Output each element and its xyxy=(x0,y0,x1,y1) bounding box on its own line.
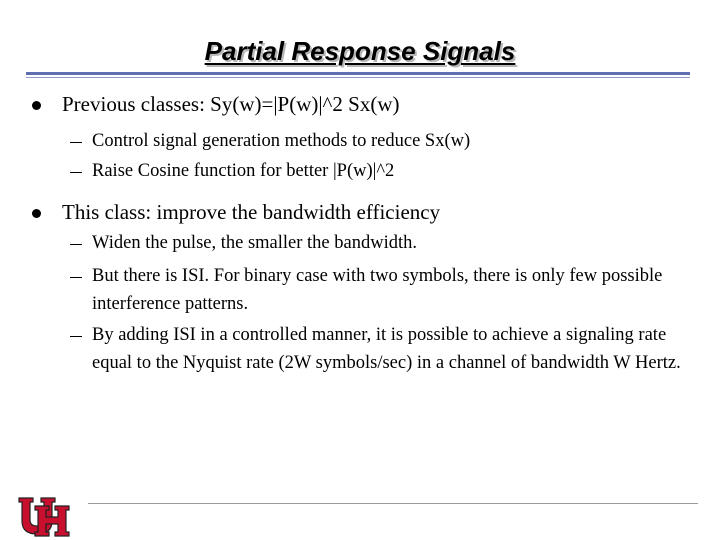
uh-logo-icon xyxy=(17,496,75,538)
title-divider-thin xyxy=(26,77,690,78)
bullet-dot-icon xyxy=(32,101,41,110)
dash-icon xyxy=(70,142,82,143)
title-divider xyxy=(26,72,690,75)
sub-bullet-controlled-isi: By adding ISI in a controlled manner, it is possible to achieve a signaling rate equal to the Nyquist rate (2W symbols/sec) in a channel of bandwidth W Hertz. xyxy=(92,325,681,373)
dash-icon xyxy=(70,336,82,337)
footer-divider xyxy=(88,503,698,504)
dash-icon xyxy=(70,244,82,245)
bullet-previous-classes: Previous classes: Sy(w)=|P(w)|^2 Sx(w) xyxy=(62,92,400,116)
dash-icon xyxy=(70,172,82,173)
bullet-this-class: This class: improve the bandwidth efficiency xyxy=(62,200,441,224)
sub-bullet-widen-pulse: Widen the pulse, the smaller the bandwidth. xyxy=(92,233,417,253)
slide-title: Partial Response Signals xyxy=(204,36,516,66)
sub-bullet-control-signal: Control signal generation methods to reduce Sx(w) xyxy=(92,131,471,151)
dash-icon xyxy=(70,277,82,278)
sub-bullet-isi: But there is ISI. For binary case with two symbols, there is only few possible interference patterns. xyxy=(92,266,663,314)
bullet-dot-icon xyxy=(32,209,41,218)
sub-bullet-raise-cosine: Raise Cosine function for better |P(w)|^2 xyxy=(92,161,395,181)
